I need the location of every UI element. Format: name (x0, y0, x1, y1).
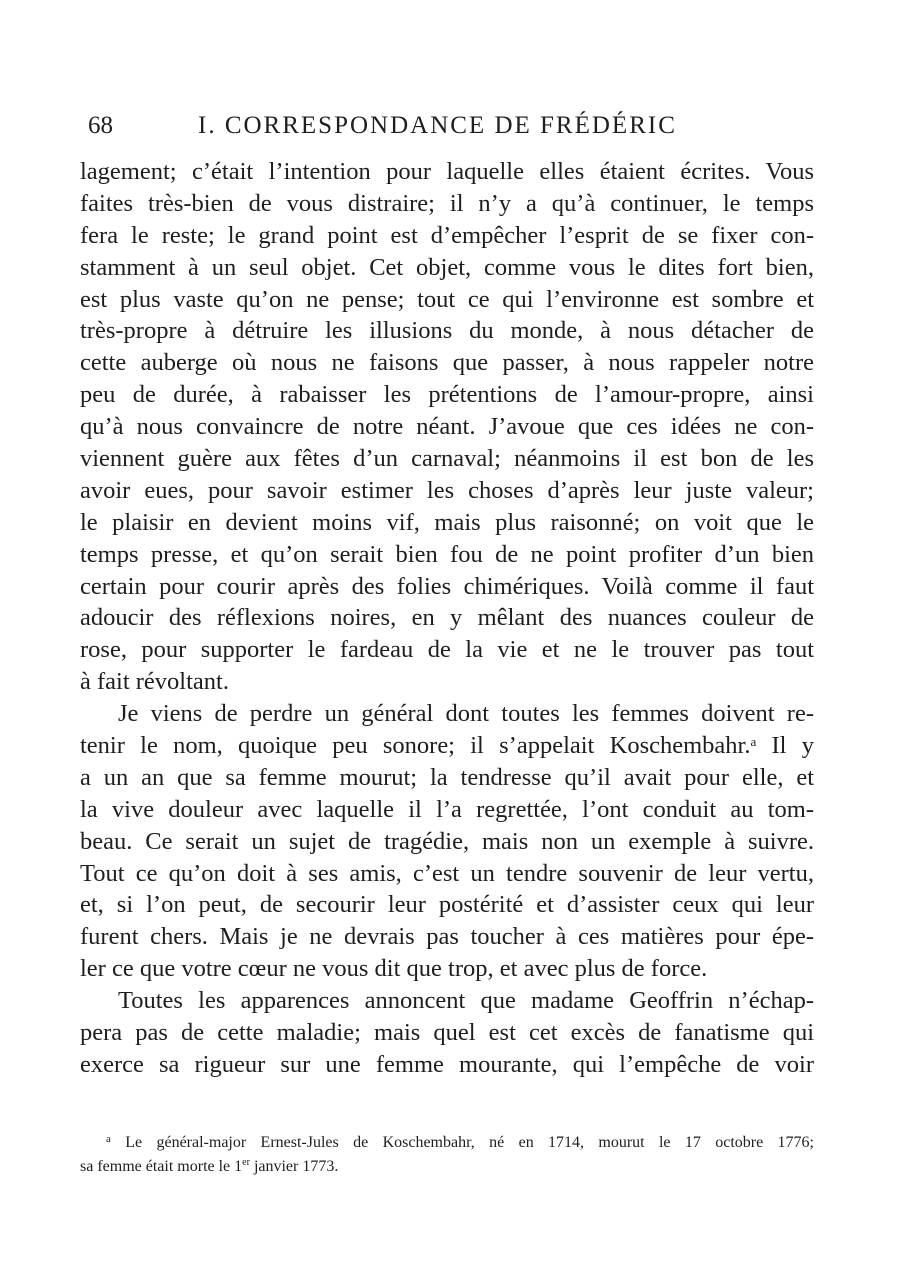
text-line: est plus vaste qu’on ne pense; tout ce qui l’environne est sombre et (80, 285, 814, 313)
text-line: peu de durée, à rabaisser les prétentions de l’amour-propre, ainsi (80, 381, 814, 409)
footnote-marker: a (106, 1133, 111, 1145)
ordinal-superscript: er (242, 1157, 250, 1168)
footnote-text: sa femme était morte le 1 (80, 1158, 243, 1175)
text-segment: Il y (771, 732, 814, 760)
text-line: rose, pour supporter le fardeau de la vie et ne le trouver pas tout (80, 636, 814, 664)
text-line: ler ce que votre cœur ne vous dit que trop, et avec plus de force. (80, 955, 708, 983)
footnote-reference: a (750, 734, 757, 750)
text-line: a un an que sa femme mourut; la tendresse qu’il avait pour elle, et (80, 763, 814, 791)
text-line: faites très-bien de vous distraire; il n’y a qu’à continuer, le temps (80, 189, 814, 217)
body-text (80, 156, 814, 1081)
footnote-text: janvier 1773. (249, 1158, 339, 1175)
running-head (88, 112, 828, 146)
footnote-text: Le général-major Ernest-Jules de Koschembahr, né en 1714, mourut le 17 octobre 1776; (125, 1134, 815, 1151)
text-line: temps presse, et qu’on serait bien fou de ne point profiter d’un bien (80, 540, 814, 568)
text-line: beau. Ce serait un sujet de tragédie, mais non un exemple à suivre. (80, 827, 814, 855)
text-line: Tout ce qu’on doit à ses amis, c’est un tendre souvenir de leur vertu, (80, 859, 814, 887)
running-head-title: I. CORRESPONDANCE DE FRÉDÉRIC (198, 112, 677, 139)
text-line: avoir eues, pour savoir estimer les choses d’après leur juste valeur; (80, 476, 814, 504)
text-line: très-propre à détruire les illusions du monde, à nous détacher de (80, 317, 814, 345)
text-line: exerce sa rigueur sur une femme mourante, qui l’empêche de voir (80, 1050, 814, 1078)
text-line: stamment à un seul objet. Cet objet, comme vous le dites fort bien, (80, 253, 814, 281)
footnote (80, 1131, 814, 1179)
text-line: furent chers. Mais je ne devrais pas toucher à ces matières pour épe- (80, 923, 814, 951)
text-line: certain pour courir après des folies chimériques. Voilà comme il faut (80, 572, 814, 600)
text-segment: tenir le nom, quoique peu sonore; il s’appelait Koschembahr. (80, 732, 751, 760)
text-line: la vive douleur avec laquelle il l’a regrettée, l’ont conduit au tom- (80, 795, 814, 823)
text-line: qu’à nous convaincre de notre néant. J’avoue que ces idées ne con- (80, 413, 814, 441)
footnote-line (80, 1155, 814, 1179)
text-line: fera le reste; le grand point est d’empêcher l’esprit de se fixer con- (80, 221, 814, 249)
footnote-line (80, 1131, 814, 1155)
text-line: lagement; c’était l’intention pour laquelle elles étaient écrites. Vous (80, 158, 814, 185)
page-number: 68 (88, 112, 113, 139)
text-line-with-note (80, 730, 814, 762)
text-line: à fait révoltant. (80, 668, 229, 696)
text-line: adoucir des réflexions noires, en y mêlant des nuances couleur de (80, 604, 814, 632)
text-line: viennent guère aux fêtes d’un carnaval; néanmoins il est bon de les (80, 445, 814, 473)
text-line: Je viens de perdre un général dont toutes les femmes doivent re- (118, 700, 814, 728)
text-line: et, si l’on peut, de secourir leur postérité et d’assister ceux qui leur (80, 891, 814, 919)
text-line: cette auberge où nous ne faisons que passer, à nous rappeler notre (80, 349, 814, 377)
text-line: Toutes les apparences annoncent que madame Geoffrin n’échap- (118, 987, 814, 1015)
text-line: pera pas de cette maladie; mais quel est cet excès de fanatisme qui (80, 1019, 814, 1047)
text-line: le plaisir en devient moins vif, mais plus raisonné; on voit que le (80, 508, 814, 536)
